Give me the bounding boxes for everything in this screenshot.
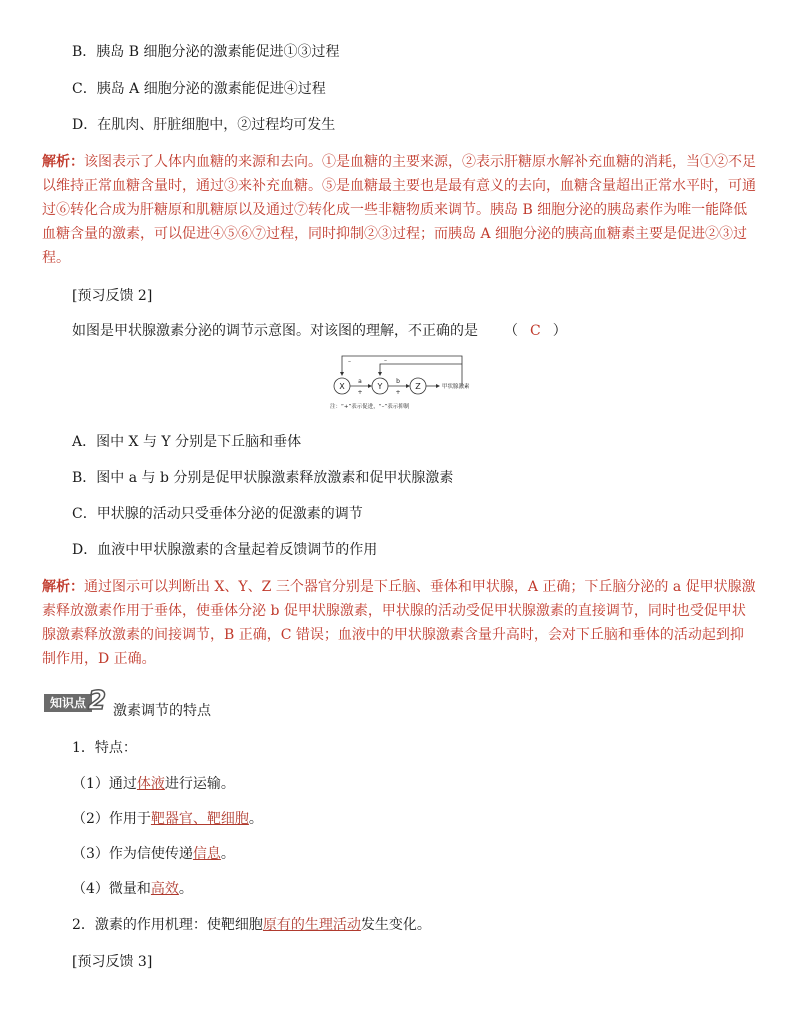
- analysis-1: [42, 150, 757, 270]
- fill-blank: 高效: [150, 881, 179, 897]
- knowledge-point-badge: [44, 686, 112, 716]
- analysis-label: 解析：: [42, 579, 84, 595]
- feature-3: （3）作为信使传递信息。: [72, 846, 235, 862]
- answer-paren-open: （: [504, 323, 518, 339]
- node-y-label: Y: [377, 382, 383, 391]
- section-title: 激素调节的特点: [113, 703, 211, 719]
- analysis-text: 该图表示了人体内血糖的来源和去向。①是血糖的主要来源，②表示肝糖原水解补充血糖的消耗，当①②不足以维持正常血糖含量时，通过③来补充血糖。⑤是血糖最主要也是最有意义的去向，血糖含量超出正常水平时，可通过⑥转化合成为肝糖原和肌糖原以及通过⑦转化成一些非糖物质来调节。胰岛 B 细胞分泌的胰岛素作为唯一能降低血糖含量的激素，可以促进④⑤⑥⑦过程，同时抑制②③过程；而胰岛 A 细胞分泌的胰高血糖素主要是促进②③过程。: [42, 154, 756, 266]
- analysis-text: 通过图示可以判断出 X、Y、Z 三个器官分别是下丘脑、垂体和甲状腺，A 正确；下丘脑分泌的 a 促甲状腺激素释放激素作用于垂体，使垂体分泌 b 促甲状腺激素，甲状腺的活动受促甲状腺激素的直接调节，同时也受促甲状腺激素释放激素的间接调节，B 正确，C 错误；血液中的甲状腺激素含量升高时，会对下丘脑和垂体的活动起到抑制作用，D 正确。: [42, 579, 756, 667]
- analysis-label: 解析：: [42, 154, 84, 170]
- minus-sign-inner: –: [384, 357, 387, 364]
- knowledge-point-label: 知识点: [44, 694, 92, 712]
- feedback-arrowhead-x: [340, 372, 344, 376]
- node-x-label: X: [339, 382, 345, 391]
- feedback-arrowhead-y: [378, 372, 382, 376]
- plus-sign-b: +: [395, 389, 401, 396]
- feedback-2-question: [72, 321, 567, 341]
- node-z-label: Z: [415, 382, 421, 391]
- analysis-2: [42, 575, 757, 671]
- option-c: C．甲状腺的活动只受垂体分泌的促激素的调节: [72, 506, 363, 522]
- option-d-prev: D．在肌肉、肝脏细胞中，②过程均可发生: [72, 117, 336, 133]
- feature-4: （4）微量和高效。: [72, 881, 193, 897]
- plus-sign-a: +: [357, 389, 363, 396]
- feedback-2-heading: [预习反馈 2]: [72, 288, 153, 304]
- fill-blank: 靶器官、靶细胞: [150, 811, 249, 827]
- fill-blank: 体液: [136, 776, 165, 792]
- option-a: A．图中 X 与 Y 分别是下丘脑和垂体: [72, 434, 302, 450]
- diagram-note: 注：“+”表示促进，“–”表示抑制: [330, 404, 410, 410]
- subsection-1-heading: 1．特点：: [72, 740, 137, 756]
- edge-label-b: b: [396, 378, 400, 385]
- mechanism: 2．激素的作用机理：使靶细胞原有的生理活动发生变化。: [72, 917, 431, 933]
- option-b: B．图中 a 与 b 分别是促甲状腺激素释放激素和促甲状腺激素: [72, 470, 454, 486]
- edge-label-a: a: [358, 378, 362, 385]
- question-text: 如图是甲状腺激素分泌的调节示意图。对该图的理解，不正确的是: [72, 323, 478, 339]
- option-b-prev: B．胰岛 B 细胞分泌的激素能促进①③过程: [72, 44, 340, 60]
- fill-blank: 信息: [192, 846, 221, 862]
- option-c-prev: C．胰岛 A 细胞分泌的激素能促进④过程: [72, 81, 326, 97]
- answer-paren-close: ）: [552, 323, 567, 339]
- fill-blank: 原有的生理活动: [262, 917, 361, 933]
- thyroid-regulation-diagram: [326, 352, 476, 416]
- feature-1: （1）通过体液进行运输。: [72, 776, 235, 792]
- option-d: D．血液中甲状腺激素的含量起着反馈调节的作用: [72, 542, 378, 558]
- answer-letter: C: [530, 323, 541, 339]
- feedback-line-inner: [380, 364, 462, 374]
- feedback-3-heading: [预习反馈 3]: [72, 954, 153, 970]
- output-label: 甲状腺激素: [442, 384, 470, 390]
- minus-sign-outer: –: [348, 358, 351, 365]
- knowledge-point-number: 2: [88, 686, 107, 716]
- feature-2: （2）作用于靶器官、靶细胞。: [72, 811, 263, 827]
